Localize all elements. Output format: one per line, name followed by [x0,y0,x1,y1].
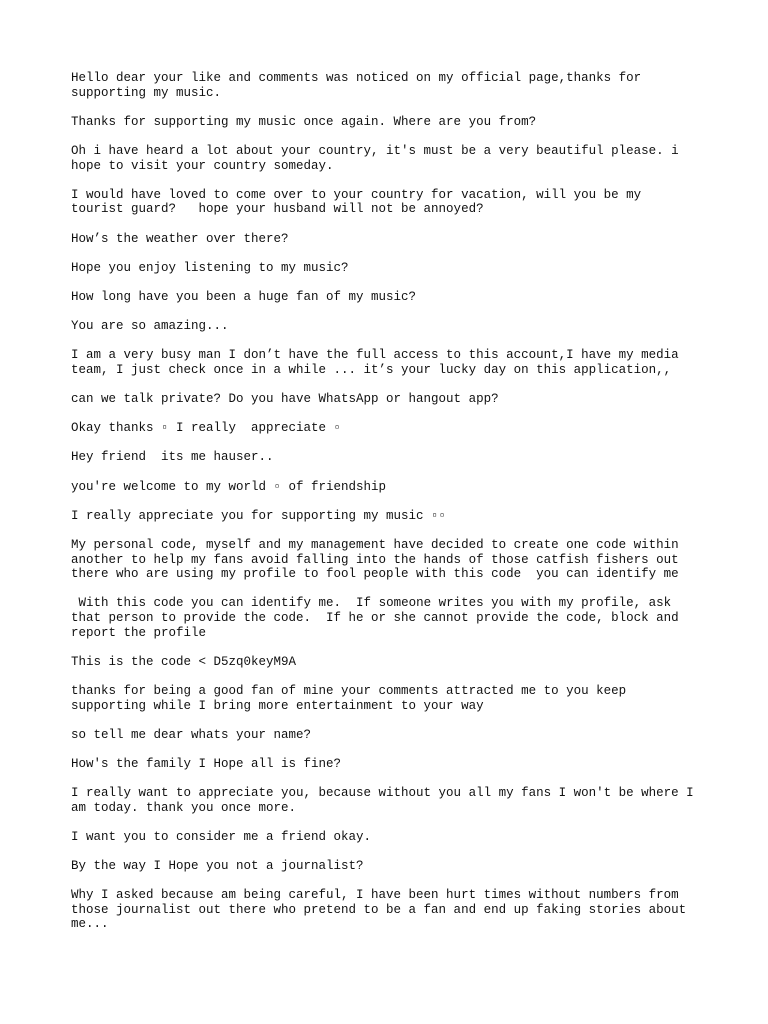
paragraph: How's the family I Hope all is fine? [71,756,342,771]
paragraph: I really want to appreciate you, because without you all my fans I won't be where I am today. thank you once more. [71,786,694,815]
paragraph: This is the code < D5zq0keyM9A [71,654,297,669]
document-page [71,71,711,947]
paragraph: How long have you been a huge fan of my music? [71,289,417,304]
paragraph: thanks for being a good fan of mine your comments attracted me to you keep supporting while I bring more entertainment to your way [71,683,627,713]
paragraph: With this code you can identify me. If someone writes you with my profile, ask that person to provide the code. If he or she cannot provide the code, block and report the profile [71,596,679,640]
paragraph: you're welcome to my world ▫ of friendship [71,479,387,494]
paragraph: Okay thanks ▫ I really appreciate ▫ [71,421,342,436]
paragraph: Hello dear your like and comments was noticed on my official page,thanks for supporting my music. [71,71,642,100]
paragraph: Thanks for supporting my music once again. Where are you from? [71,114,537,129]
paragraph: Hope you enjoy listening to my music? [71,260,349,275]
paragraph: How’s the weather over there? [71,231,289,246]
paragraph: so tell me dear whats your name? [71,727,312,742]
paragraph: Hey friend its me hauser.. [71,450,274,465]
paragraph: I am a very busy man I don’t have the full access to this account,I have my media team, I just check once in a while ... it’s your lucky day on this application,, [71,348,679,377]
paragraph: I really appreciate you for supporting my music ▫▫ [71,508,447,523]
paragraph: You are so amazing... [71,319,229,334]
paragraph: I want you to consider me a friend okay. [71,829,372,844]
paragraph: can we talk private? Do you have WhatsApp or hangout app? [71,392,499,407]
paragraph: I would have loved to come over to your country for vacation, will you be my tourist guard? hope your husband will not be annoyed? [71,187,642,217]
paragraph: By the way I Hope you not a journalist? [71,859,364,874]
paragraph: Why I asked because am being careful, I have been hurt times without numbers from those journalist out there who pretend to be a fan and end up faking stories about me... [71,888,687,932]
paragraph: Oh i have heard a lot about your country, it's must be a very beautiful please. i hope to visit your country someday. [71,143,679,173]
paragraph: My personal code, myself and my management have decided to create one code within another to help my fans avoid falling into the hands of those catfish fishers out there who are using my profile to fool people with this code you can identify me [71,538,679,582]
